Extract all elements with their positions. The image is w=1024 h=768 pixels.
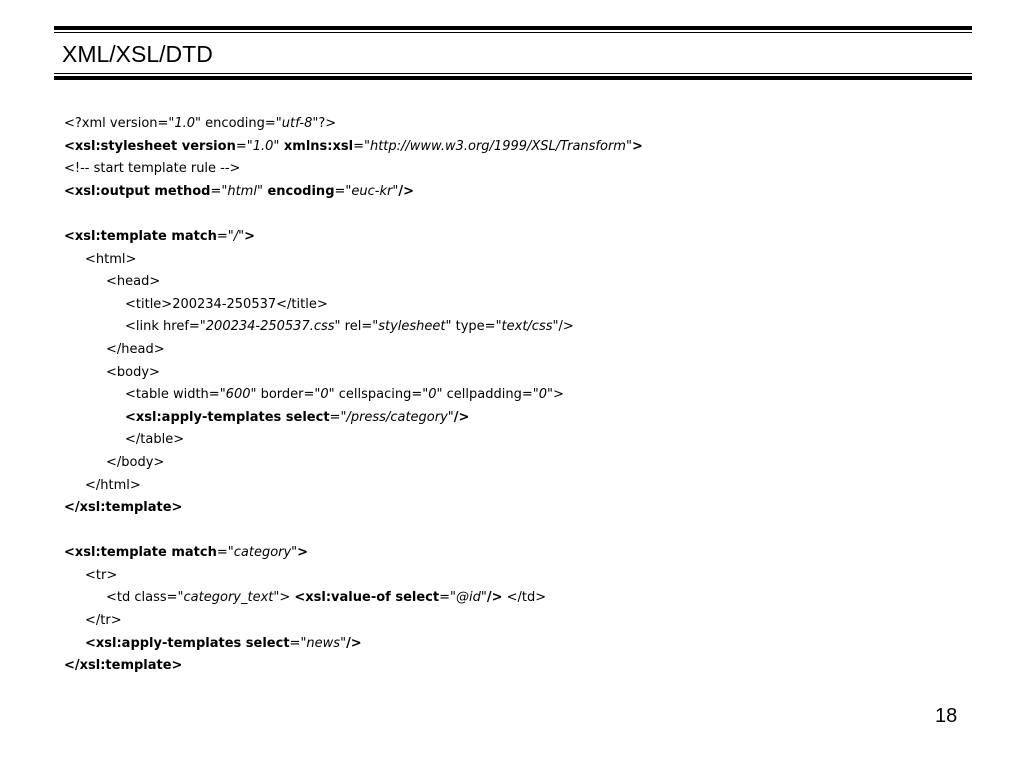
code-line: </body> xyxy=(106,454,165,470)
code-line: </table> xyxy=(125,432,185,448)
top-rule-thin xyxy=(54,32,972,33)
slide-title: XML/XSL/DTD xyxy=(62,41,213,67)
code-line: <title>200234-250537</title> xyxy=(125,296,328,312)
code-line: </xsl:template> xyxy=(64,500,183,516)
bottom-rule-thick xyxy=(54,76,972,80)
code-line: <?xml version="1.0" encoding="utf-8"?> xyxy=(64,116,337,131)
code-line: <tr> xyxy=(85,567,118,583)
top-rule-thick xyxy=(54,26,972,30)
code-line: </xsl:template> xyxy=(64,658,183,674)
code-line: <link href="200234-250537.css" rel="stylesheet" type="text/css"/> xyxy=(125,319,574,335)
blank-line xyxy=(64,520,964,543)
code-line: <xsl:apply-templates select="news"/> xyxy=(85,635,362,651)
code-line: <xsl:template match="category"> xyxy=(64,545,309,561)
code-line: </tr> xyxy=(85,613,122,629)
code-line: <xsl:output method="html" encoding="euc-kr"/> xyxy=(64,183,414,199)
bottom-rule-thin xyxy=(54,73,972,74)
code-line: <head> xyxy=(106,274,161,290)
code-block xyxy=(64,113,964,678)
code-line: <html> xyxy=(85,251,137,267)
blank-line xyxy=(64,203,964,226)
code-line: </head> xyxy=(106,341,165,357)
code-line: <xsl:stylesheet version="1.0" xmlns:xsl="http://www.w3.org/1999/XSL/Transform"> xyxy=(64,138,643,154)
code-line: <!-- start template rule --> xyxy=(64,161,241,177)
code-line: </html> xyxy=(85,477,141,493)
code-line: <table width="600" border="0" cellspacing="0" cellpadding="0"> xyxy=(125,387,564,403)
code-line: <xsl:template match="/"> xyxy=(64,228,255,244)
code-line: <body> xyxy=(106,364,160,380)
page-number: 18 xyxy=(935,705,958,727)
code-line: <td class="category_text"> <xsl:value-of select="@id"/> </td> xyxy=(106,590,547,606)
code-line: <xsl:apply-templates select="/press/category"/> xyxy=(125,409,470,425)
